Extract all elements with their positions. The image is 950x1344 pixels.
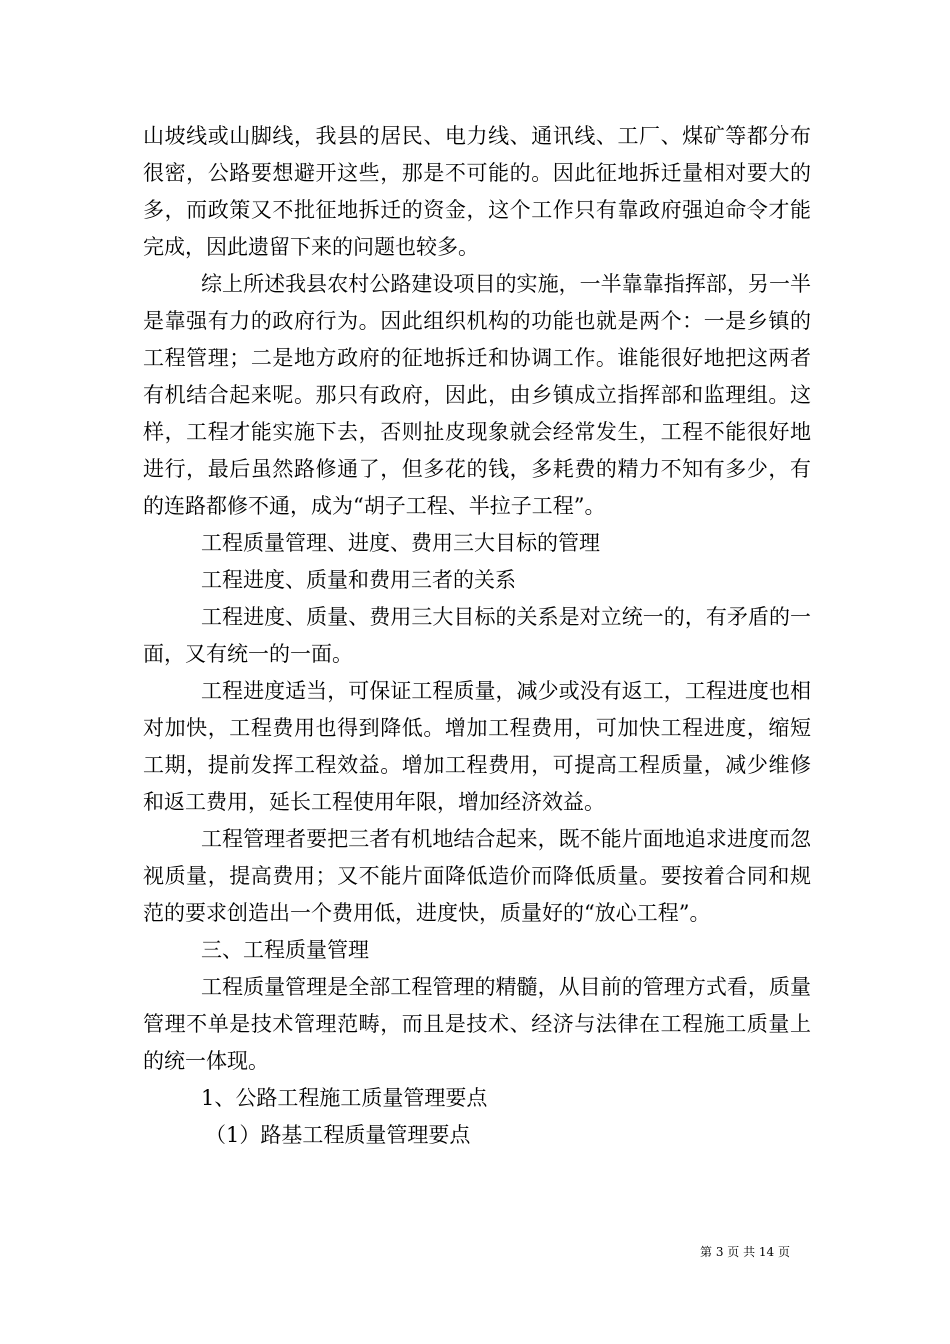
paragraph-relationship: 工程进度、质量、费用三大目标的关系是对立统一的，有矛盾的一面，又有统一的一面。 [143,605,811,666]
paragraph-summary: 综上所述我县农村公路建设项目的实施，一半靠靠指挥部，另一半是靠强有力的政府行为。因此组织机构的功能也就是两个：一是乡镇的工程管理；二是地方政府的征地拆迁和协调工作。谁能很好地把这两者有机结合起来呢。那只有政府，因此，由乡镇成立指挥部和监理组。这样，工程才能实施下去，否则扯皮现象就会经常发生，工程不能很好地进行，最后虽然路修通了，但多花的钱，多耗费的精力不知有多少，有的连路都修不通，成为“胡子工程、半拉子工程”。 [143,272,811,518]
heading-roadbed: （1）路基工程质量管理要点 [205,1123,471,1147]
heading-three-targets: 工程质量管理、进度、费用三大目标的管理 [201,531,600,555]
heading-key-points: 1、公路工程施工质量管理要点 [201,1086,488,1110]
paragraph-manager: 工程管理者要把三者有机地结合起来，既不能片面地追求进度而忽视质量，提高费用；又不能片面降低造价而降低质量。要按着合同和规范的要求创造出一个费用低，进度快，质量好的“放心工程”。 [143,827,811,925]
heading-relationship: 工程进度、质量和费用三者的关系 [201,568,516,592]
body-text [143,118,811,1154]
heading-quality-management: 三、工程质量管理 [201,938,369,962]
paragraph-progress: 工程进度适当，可保证工程质量，减少或没有返工，工程进度也相对加快，工程费用也得到降低。增加工程费用，可加快工程进度，缩短工期，提前发挥工程效益。增加工程费用，可提高工程质量，减少维修和返工费用，延长工程使用年限，增加经济效益。 [143,679,811,814]
paragraph-continuation: 山坡线或山脚线，我县的居民、电力线、通讯线、工厂、煤矿等都分布很密，公路要想避开这些，那是不可能的。因此征地拆迁量相对要大的多，而政策又不批征地拆迁的资金，这个工作只有靠政府强迫命令才能完成，因此遗留下来的问题也较多。 [143,124,811,259]
paragraph-quality: 工程质量管理是全部工程管理的精髓，从目前的管理方式看，质量管理不单是技术管理范畴，而且是技术、经济与法律在工程施工质量上的统一体现。 [143,975,811,1073]
page-number: 第 3 页 共 14 页 [700,1245,790,1259]
